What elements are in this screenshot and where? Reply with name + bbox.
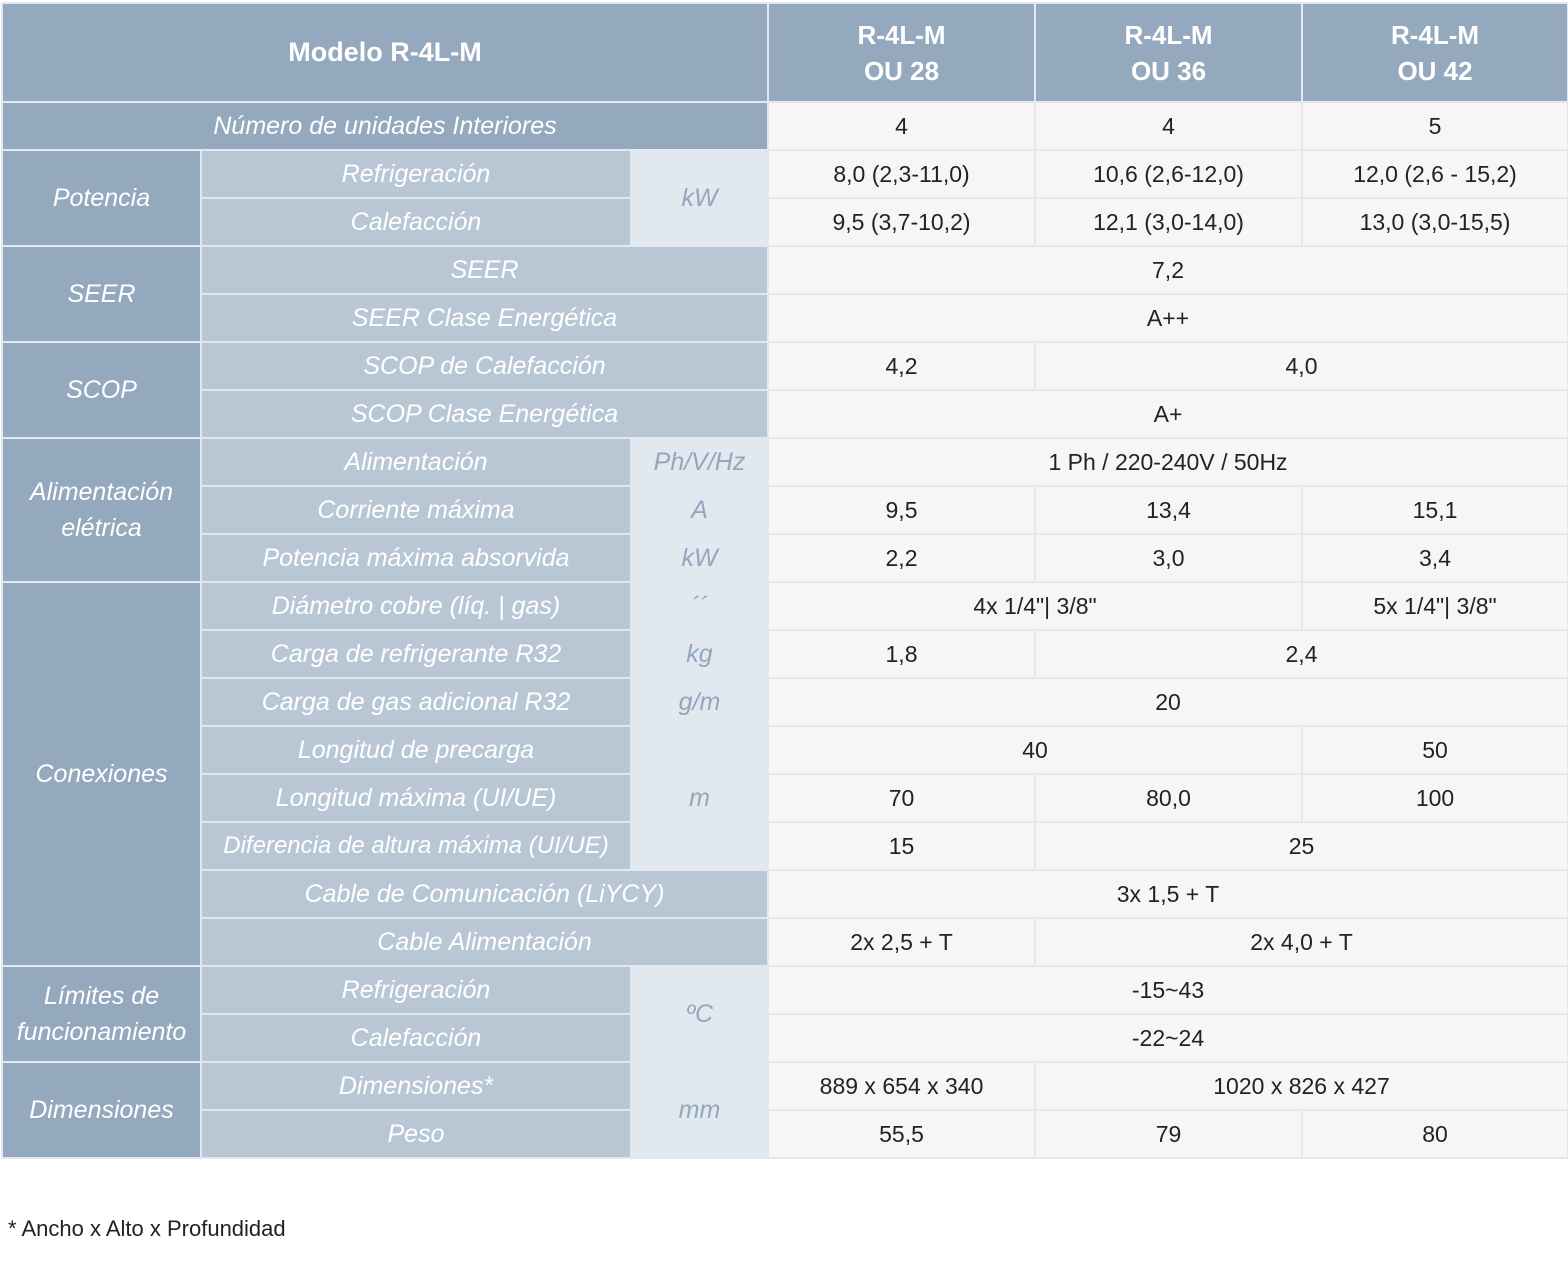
row-label: SEER Clase Energética bbox=[201, 294, 768, 342]
category-line: funcionamiento bbox=[16, 1018, 187, 1046]
row-label: SEER bbox=[201, 246, 768, 294]
category-potencia: Potencia bbox=[2, 150, 201, 246]
row-label: Cable Alimentación bbox=[201, 918, 768, 966]
table-row bbox=[2, 486, 1568, 534]
table-cell: 40 bbox=[768, 726, 1302, 774]
category-conexiones: Conexiones bbox=[2, 582, 201, 966]
footnote: * Ancho x Alto x Profundidad bbox=[8, 1216, 286, 1241]
row-label: Calefacción bbox=[201, 1014, 631, 1062]
table-cell: 79 bbox=[1035, 1110, 1302, 1158]
model-header-ou28 bbox=[768, 3, 1035, 102]
table-cell: 80,0 bbox=[1035, 774, 1302, 822]
table-cell: 1,8 bbox=[768, 630, 1035, 678]
table-cell: 12,0 (2,6 - 15,2) bbox=[1302, 150, 1568, 198]
row-label: Corriente máxima bbox=[201, 486, 631, 534]
category-line: Límites de bbox=[43, 982, 160, 1010]
table-cell: 3,4 bbox=[1302, 534, 1568, 582]
table-row bbox=[2, 870, 1568, 918]
row-label: Carga de gas adicional R32 bbox=[201, 678, 631, 726]
category-dimensiones: Dimensiones bbox=[2, 1062, 201, 1158]
table-cell: 4x 1/4"| 3/8" bbox=[768, 582, 1302, 630]
table-cell: A++ bbox=[768, 294, 1568, 342]
row-label: Carga de refrigerante R32 bbox=[201, 630, 631, 678]
row-label: Peso bbox=[201, 1110, 631, 1158]
table-row bbox=[2, 1014, 1568, 1062]
table-row bbox=[2, 534, 1568, 582]
table-cell: 4,0 bbox=[1035, 342, 1568, 390]
model-name: R-4L-M bbox=[1124, 19, 1213, 50]
model-name: R-4L-M bbox=[857, 19, 946, 50]
unit-label: kW bbox=[631, 534, 768, 582]
table-cell: 70 bbox=[768, 774, 1035, 822]
row-label: Calefacción bbox=[201, 198, 631, 246]
unit-label: ´´ bbox=[631, 582, 768, 630]
model-header-ou42 bbox=[1302, 3, 1568, 102]
table-cell: 4 bbox=[768, 102, 1035, 150]
table-row bbox=[2, 1110, 1568, 1158]
table-cell: 50 bbox=[1302, 726, 1568, 774]
row-label: Diámetro cobre (líq. | gas) bbox=[201, 582, 631, 630]
table-row bbox=[2, 678, 1568, 726]
table-cell: 3x 1,5 + T bbox=[768, 870, 1568, 918]
row-label: SCOP de Calefacción bbox=[201, 342, 768, 390]
row-label: Refrigeración bbox=[201, 966, 631, 1014]
table-cell: 5 bbox=[1302, 102, 1568, 150]
table-row bbox=[2, 918, 1568, 966]
table-cell: 100 bbox=[1302, 774, 1568, 822]
table-cell: 9,5 bbox=[768, 486, 1035, 534]
table-cell: 4,2 bbox=[768, 342, 1035, 390]
row-label: SCOP Clase Energética bbox=[201, 390, 768, 438]
model-variant: OU 36 bbox=[1130, 55, 1207, 86]
table-cell: -22~24 bbox=[768, 1014, 1568, 1062]
table-row bbox=[2, 342, 1568, 390]
table-cell: 2,2 bbox=[768, 534, 1035, 582]
table-cell: 9,5 (3,7-10,2) bbox=[768, 198, 1035, 246]
unit-label: kW bbox=[631, 150, 768, 246]
row-label: Diferencia de altura máxima (UI/UE) bbox=[201, 822, 631, 870]
category-seer: SEER bbox=[2, 246, 201, 342]
table-cell: 20 bbox=[768, 678, 1568, 726]
unit-label: mm bbox=[631, 1062, 768, 1158]
table-cell: 1020 x 826 x 427 bbox=[1035, 1062, 1568, 1110]
table-row bbox=[2, 150, 1568, 198]
table-row bbox=[2, 1062, 1568, 1110]
table-row bbox=[2, 582, 1568, 630]
table-cell: -15~43 bbox=[768, 966, 1568, 1014]
table-row bbox=[2, 966, 1568, 1014]
table-cell: 25 bbox=[1035, 822, 1568, 870]
category-scop: SCOP bbox=[2, 342, 201, 438]
table-cell: 15 bbox=[768, 822, 1035, 870]
row-label: Potencia máxima absorvida bbox=[201, 534, 631, 582]
table-cell: 3,0 bbox=[1035, 534, 1302, 582]
table-cell: 10,6 (2,6-12,0) bbox=[1035, 150, 1302, 198]
model-variant: OU 42 bbox=[1397, 55, 1473, 86]
table-row bbox=[2, 102, 1568, 150]
category-line: Alimentación bbox=[29, 478, 174, 506]
unit-label: ºC bbox=[631, 966, 768, 1062]
table-row bbox=[2, 774, 1568, 822]
table-cell: 12,1 (3,0-14,0) bbox=[1035, 198, 1302, 246]
table-cell: 80 bbox=[1302, 1110, 1568, 1158]
header-row bbox=[2, 3, 1568, 102]
table-cell: 889 x 654 x 340 bbox=[768, 1062, 1035, 1110]
unit-label: kg bbox=[631, 630, 768, 678]
table-row bbox=[2, 390, 1568, 438]
table-row bbox=[2, 438, 1568, 486]
table-cell: 2x 2,5 + T bbox=[768, 918, 1035, 966]
table-cell: 13,4 bbox=[1035, 486, 1302, 534]
table-title: Modelo R-4L-M bbox=[2, 3, 768, 102]
indoor-units-label: Número de unidades Interiores bbox=[2, 102, 768, 150]
table-cell: 15,1 bbox=[1302, 486, 1568, 534]
table-cell: 13,0 (3,0-15,5) bbox=[1302, 198, 1568, 246]
table-cell: 1 Ph / 220-240V / 50Hz bbox=[768, 438, 1568, 486]
category-power-supply bbox=[2, 438, 201, 582]
table-cell: A+ bbox=[768, 390, 1568, 438]
table-row bbox=[2, 630, 1568, 678]
row-label: Cable de Comunicación (LiYCY) bbox=[201, 870, 768, 918]
row-label: Alimentación bbox=[201, 438, 631, 486]
table-cell: 2,4 bbox=[1035, 630, 1568, 678]
unit-label: Ph/V/Hz bbox=[631, 438, 768, 486]
row-label: Longitud máxima (UI/UE) bbox=[201, 774, 631, 822]
model-name: R-4L-M bbox=[1390, 19, 1480, 50]
unit-label: g/m bbox=[631, 678, 768, 726]
row-label: Refrigeración bbox=[201, 150, 631, 198]
category-operating-limits bbox=[2, 966, 201, 1062]
table-row bbox=[2, 822, 1568, 870]
model-header-ou36 bbox=[1035, 3, 1302, 102]
table-row bbox=[2, 246, 1568, 294]
table-row bbox=[2, 726, 1568, 774]
table-cell: 8,0 (2,3-11,0) bbox=[768, 150, 1035, 198]
specifications-table bbox=[1, 2, 1568, 1159]
unit-label: A bbox=[631, 486, 768, 534]
model-variant: OU 28 bbox=[863, 55, 940, 86]
row-label: Longitud de precarga bbox=[201, 726, 631, 774]
table-cell: 5x 1/4"| 3/8" bbox=[1302, 582, 1568, 630]
row-label: Dimensiones* bbox=[201, 1062, 631, 1110]
category-line: elétrica bbox=[61, 514, 142, 542]
table-cell: 55,5 bbox=[768, 1110, 1035, 1158]
table-cell: 2x 4,0 + T bbox=[1035, 918, 1568, 966]
table-cell: 7,2 bbox=[768, 246, 1568, 294]
table-cell: 4 bbox=[1035, 102, 1302, 150]
unit-label: m bbox=[631, 726, 768, 870]
table-row bbox=[2, 198, 1568, 246]
table-row bbox=[2, 294, 1568, 342]
